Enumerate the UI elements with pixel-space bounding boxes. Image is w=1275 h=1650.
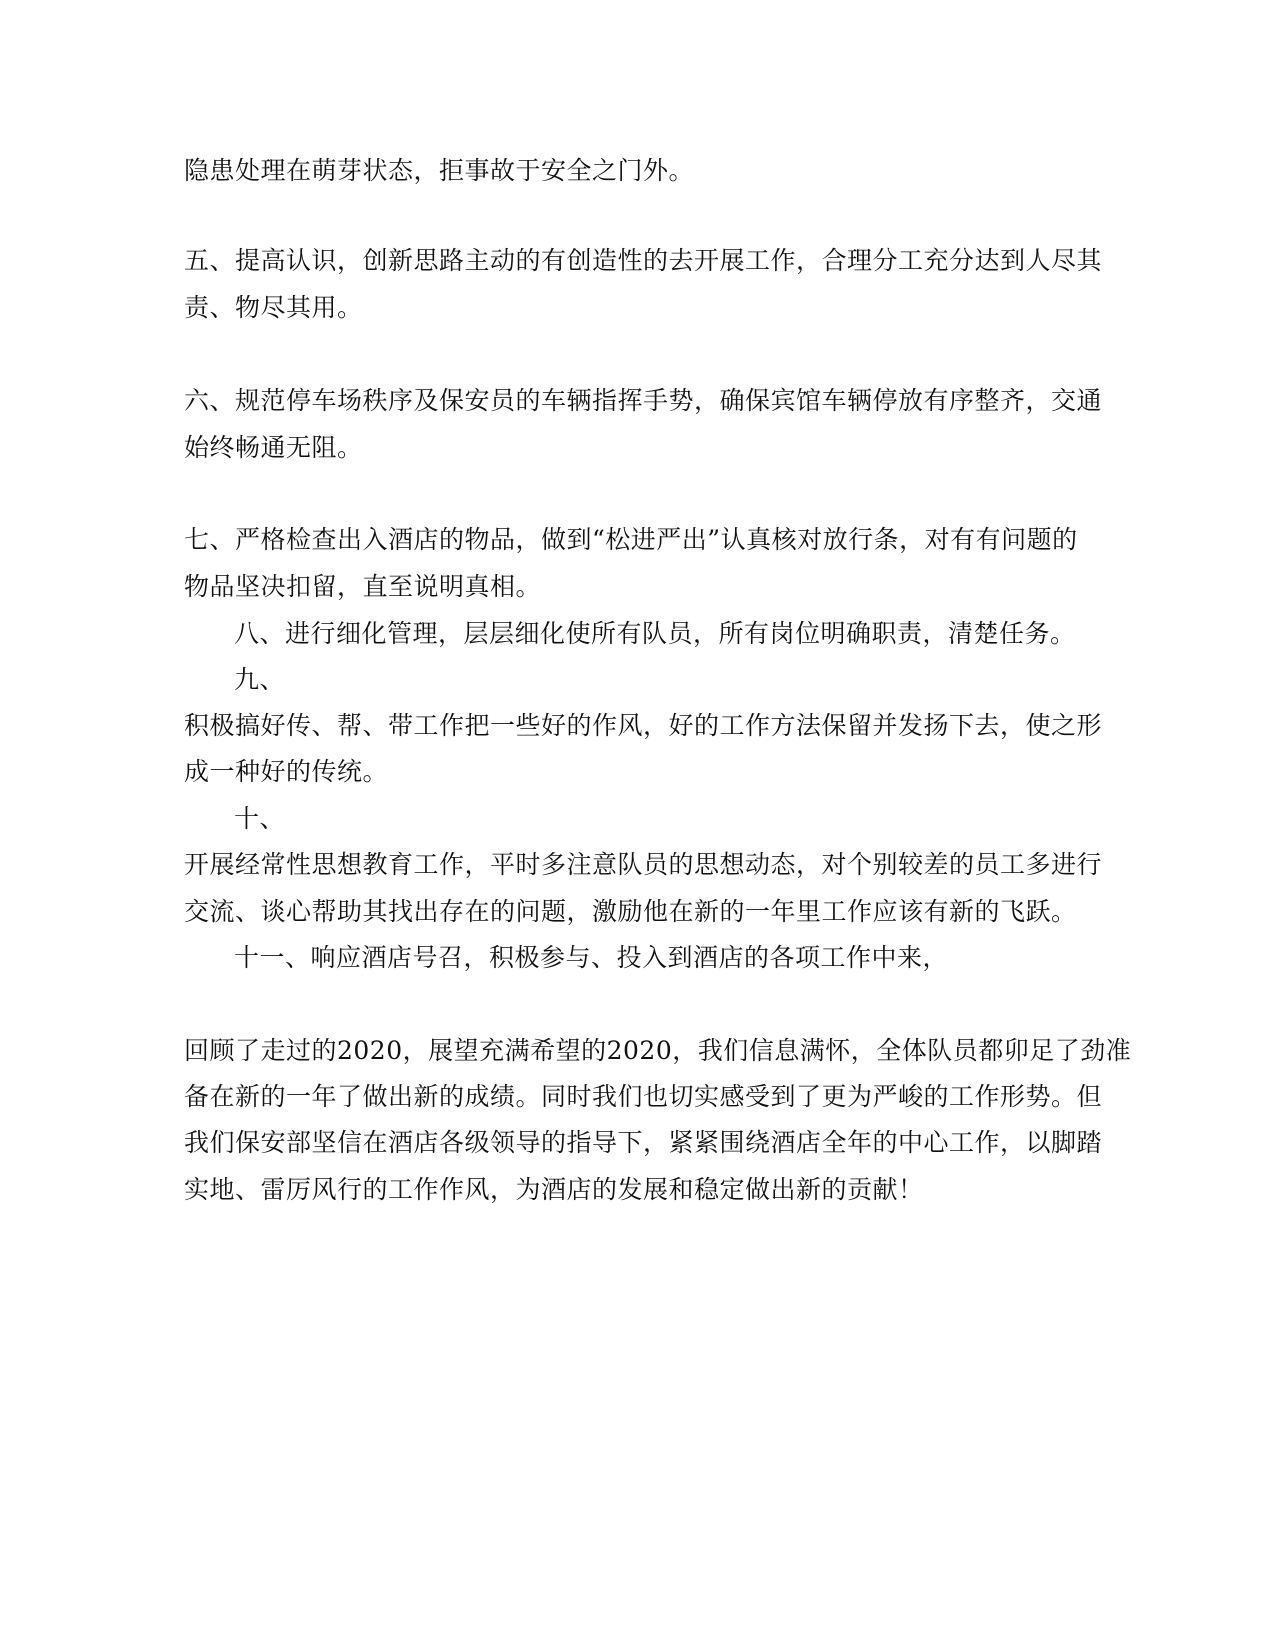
text-line: 物品坚决扣留，直至说明真相。 xyxy=(184,572,542,601)
text-line: 回顾了走过的2020，展望充满希望的2020，我们信息满怀，全体队员都卯足了劲准 xyxy=(184,1036,1132,1065)
text-line: 始终畅通无阻。 xyxy=(184,433,363,462)
text-line: 我们保安部坚信在酒店各级领导的指导下，紧紧围绕酒店全年的中心工作，以脚踏 xyxy=(184,1128,1103,1157)
text-line: 隐患处理在萌芽状态，拒事故于安全之门外。 xyxy=(184,156,695,185)
text-line: 交流、谈心帮助其找出存在的问题，激励他在新的一年里工作应该有新的飞跃。 xyxy=(184,897,1077,926)
text-line: 五、提高认识，创新思路主动的有创造性的去开展工作，合理分工充分达到人尽其 xyxy=(184,246,1103,275)
text-line: 实地、雷厉风行的工作作风，为酒店的发展和稳定做出新的贡献！ xyxy=(184,1175,924,1204)
text-line: 开展经常性思想教育工作，平时多注意队员的思想动态，对个别较差的员工多进行 xyxy=(184,850,1103,879)
text-line: 十、 xyxy=(234,804,286,833)
text-line: 责、物尽其用。 xyxy=(184,293,363,322)
text-line: 六、规范停车场秩序及保安员的车辆指挥手势，确保宾馆车辆停放有序整齐，交通 xyxy=(184,386,1103,415)
text-line: 积极搞好传、帮、带工作把一些好的作风，好的工作方法保留并发扬下去，使之形 xyxy=(184,711,1103,740)
text-line: 七、严格检查出入酒店的物品，做到“松进严出”认真核对放行条，对有有问题的 xyxy=(184,525,1078,554)
text-line: 成一种好的传统。 xyxy=(184,757,389,786)
text-line: 备在新的一年了做出新的成绩。同时我们也切实感受到了更为严峻的工作形势。但 xyxy=(184,1082,1103,1111)
text-line: 八、进行细化管理，层层细化使所有队员，所有岗位明确职责，清楚任务。 xyxy=(234,619,1076,648)
text-line: 十一、响应酒店号召，积极参与、投入到酒店的各项工作中来， xyxy=(234,943,949,972)
text-line: 九、 xyxy=(234,665,286,694)
